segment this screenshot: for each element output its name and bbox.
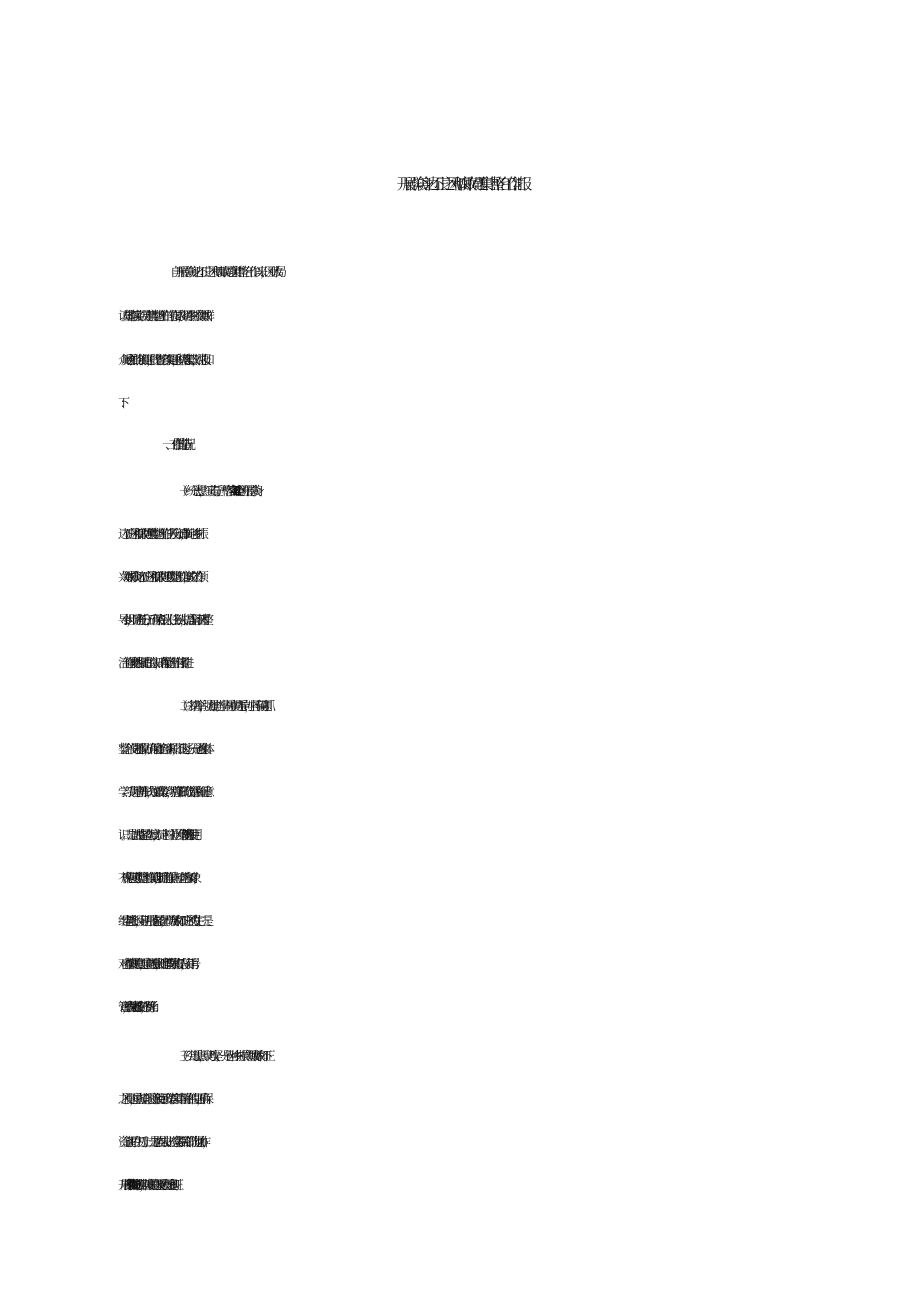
para3-line-1: （三）突出重点，聚力攻坚。一是针对乡村振兴领域腐败和不正	[176, 1049, 268, 1063]
section-heading-1: 一、工作推进情况	[162, 438, 187, 453]
document-title: 开展群众身边不正之风和腐败问题集中整治工作汇报	[396, 175, 524, 193]
para1-line-3: 兴领域群众身边不正之风和腐败问题专项整治工作方案》，成立工作领	[118, 570, 200, 584]
para1-line-5: 治工作重要性和紧迫性的认识，确保整治工作有序推进。	[118, 656, 189, 670]
para1-line-4: 导小组，明确责任分工，确保责任到人、任务到人，提高全局干部对整	[118, 613, 205, 627]
para2-line-3: 学习、专题培训等形式，加强政策学习，增强干部的政治站位和纪律意	[118, 785, 206, 799]
intro-line-1: 自开展群众身边不正之风和腐败问题集中整治工作以来，区财政局	[170, 265, 279, 279]
para2-line-4: 识。二是加大监督检查力度，制定《村（社区）集体“三资”管理使用	[118, 828, 195, 842]
para3-line-3: 资金真正用在刀刃上。二是加强与农业、巡察等相关部门的沟通协作，	[118, 1135, 205, 1149]
para2-line-5: 不规范问题专项整治工作实施计划》，明确工作重点、检查内容和对象，	[118, 871, 196, 885]
para3-line-2: 之风问题，重点排查项目资金使用、政策落实等方面存在的问题，确保	[118, 1092, 205, 1106]
para2-line-1: （二）多措并举，强力推进。牢固树立问题导向，坚持有问题抓	[176, 699, 268, 713]
para3-line-4: 开展村集体“三资”领域调研摸排，对发现的问题及时进行处理和纠正。	[118, 1178, 177, 1192]
para2-line-8: 管理，确保问题整改到位，不留死角。	[118, 1000, 153, 1014]
para2-line-7: 对自查中发现的问题，建立问题台账，明确整改时限和责任人，实行销号	[118, 957, 192, 971]
para1-line-2: 边不正之风和腐败问题集中整治工作任务及分工清单》，制定《乡村振	[118, 527, 200, 541]
para1-line-1: （一）统一思想，压实责任。严格落实《2024年全区开展群众身	[176, 484, 257, 498]
para2-line-2: 整治、没问题抓预防，确保自查自纠不漏项，不走过场。一是通过集体	[118, 742, 206, 756]
intro-line-3: 众反映强烈的突出问题，找准查实各类问题，积极落实整改，现汇报如	[118, 353, 206, 367]
para2-line-6: 组建督查小组，定期开展监督检查，严防腐败和不正之风的发生。三是	[118, 914, 205, 928]
intro-line-4: 下：	[118, 396, 123, 410]
intro-line-2: 认真贯彻落实上级关于集中整治工作的工作要求，紧盯乡村振兴领域群	[118, 309, 206, 323]
